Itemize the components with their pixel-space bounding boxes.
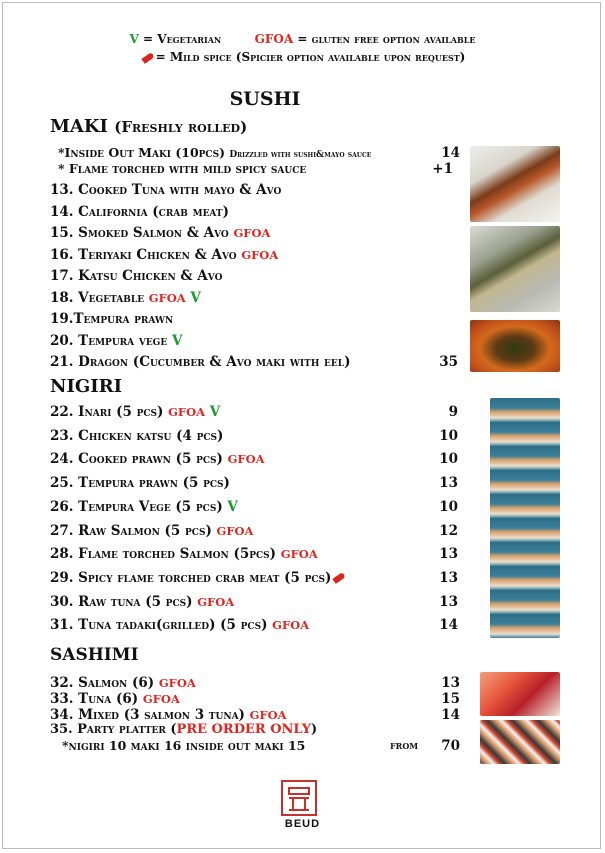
nigiri-item: 25. Tempura prawn (5 pcs) [50,475,230,492]
maki-item: 15. Smoked Salmon & Avo GFOA [50,225,271,241]
gfoa-badge: GFOA [249,708,287,722]
beud-logo [281,780,317,816]
gfoa-badge: GFOA [158,676,196,690]
nigiri-price: 14 [439,617,458,634]
gfoa-badge: GFOA [272,618,310,633]
party-platter: 35. Party platter (PRE ORDER ONLY) [50,722,318,737]
gfoa-badge: GFOA [280,547,318,562]
maki-item: 16. Teriyaki Chicken & Avo GFOA [50,246,279,263]
gfoa-badge: GFOA [233,226,271,240]
vegetarian-badge: V [227,498,238,515]
maki-item: 14. California (crab meat) [50,203,229,220]
nigiri-price: 13 [439,475,458,492]
nigiri-item: 23. Chicken katsu (4 pcs) [50,427,224,444]
vegetarian-badge: V [190,289,201,306]
nigiri-price: 9 [448,404,458,420]
sashimi-price: 13 [441,675,460,691]
maki-item: 17. Katsu Chicken & Avo [50,268,223,284]
inside-out-note: Drizzled with sushi&mayo sauce [229,150,372,160]
page-title: SUSHI [229,88,301,110]
legend-line-2 [0,50,605,64]
nigiri-price: 10 [439,498,458,515]
sashimi-price: 14 [441,707,460,723]
party-platter-photo [480,720,560,764]
nigiri-item: 29. Spicy flame torched crab meat (5 pcs) [50,570,347,586]
maki-price: 35 [439,354,458,370]
maki-item: 20. Tempura vege V [50,332,183,349]
nigiri-item: 24. Cooked prawn (5 pcs) GFOA [50,451,265,468]
inside-out-maki: *Inside Out Maki (10pcs) Drizzled with sushi&mayo sauce [58,145,372,160]
nigiri-item: 30. Raw tuna (5 pcs) GFOA [50,593,235,610]
chili-icon [141,52,154,64]
pre-order-note: PRE ORDER ONLY [176,722,311,737]
nigiri-price: 10 [439,451,458,468]
nigiri-photos [490,398,560,638]
flame-torched-maki-photo [470,226,560,312]
gfoa-badge: GFOA [142,692,180,706]
nigiri-item: 26. Tempura Vege (5 pcs) V [50,498,238,515]
gfoa-badge: GFOA [197,594,235,609]
nigiri-heading: NIGIRI [50,376,123,397]
sashimi-photo [480,672,560,716]
maki-subheading: (Freshly rolled) [114,118,248,136]
platter-detail: *nigiri 10 maki 16 inside out maki 15 [62,738,306,753]
nigiri-price: 10 [439,427,458,444]
nigiri-price: 13 [439,546,458,563]
gfoa-badge: GFOA [168,405,206,419]
gfoa-symbol: GFOA [254,32,294,46]
legend-line-1 [0,32,605,46]
chili-icon [333,572,346,584]
sashimi-heading: SASHIMI [50,645,139,665]
maki-item: 18. Vegetable GFOA V [50,289,201,306]
gfoa-text: = gluten free option available [297,32,476,46]
gfoa-badge: GFOA [241,247,279,262]
nigiri-price: 12 [439,522,458,539]
beud-logo-mark [281,780,317,816]
maki-item: 21. Dragon (Cucumber & Avo maki with eel) [50,354,351,370]
maki-item: 13. Cooked Tuna with mayo & Avo [50,182,282,198]
brand-name: BEUD [284,818,321,830]
inside-out-price: 14 [441,145,460,161]
maki-item: 19.Tempura prawn [50,311,174,327]
flame-torched-note: * Flame torched with mild spicy sauce [58,161,307,176]
nigiri-price: 13 [439,569,458,586]
vegetarian-badge: V [209,404,221,420]
vegetarian-badge: V [171,332,183,349]
gfoa-badge: GFOA [227,452,265,467]
gfoa-badge: GFOA [148,290,186,305]
maki-heading: MAKI (Freshly rolled) [50,116,248,137]
nigiri-item: 28. Flame torched Salmon (5pcs) GFOA [50,546,318,563]
dragon-roll-photo [470,320,560,372]
sashimi-price: 15 [441,691,460,707]
platter-from: from [390,738,419,752]
nigiri-item: 31. Tuna tadaki(grilled) (5 pcs) GFOA [50,617,310,634]
flame-torched-price: +1 [432,161,453,177]
vegetarian-symbol: V [129,32,139,46]
nigiri-item: 22. Inari (5 pcs) GFOA V [50,404,221,420]
sashimi-item: 33. Tuna (6) GFOA [50,691,180,707]
vegetarian-text: = Vegetarian [143,32,222,46]
sashimi-item: 32. Salmon (6) GFOA [50,675,196,691]
nigiri-item: 27. Raw Salmon (5 pcs) GFOA [50,522,254,539]
gfoa-badge: GFOA [216,523,254,538]
sashimi-item: 34. Mixed (3 salmon 3 tuna) GFOA [50,707,287,723]
nigiri-price: 13 [439,593,458,610]
platter-price: 70 [441,738,460,754]
inside-out-maki-photo [470,146,560,222]
spice-text: = Mild spice (Spicier option available upon request) [155,50,466,64]
